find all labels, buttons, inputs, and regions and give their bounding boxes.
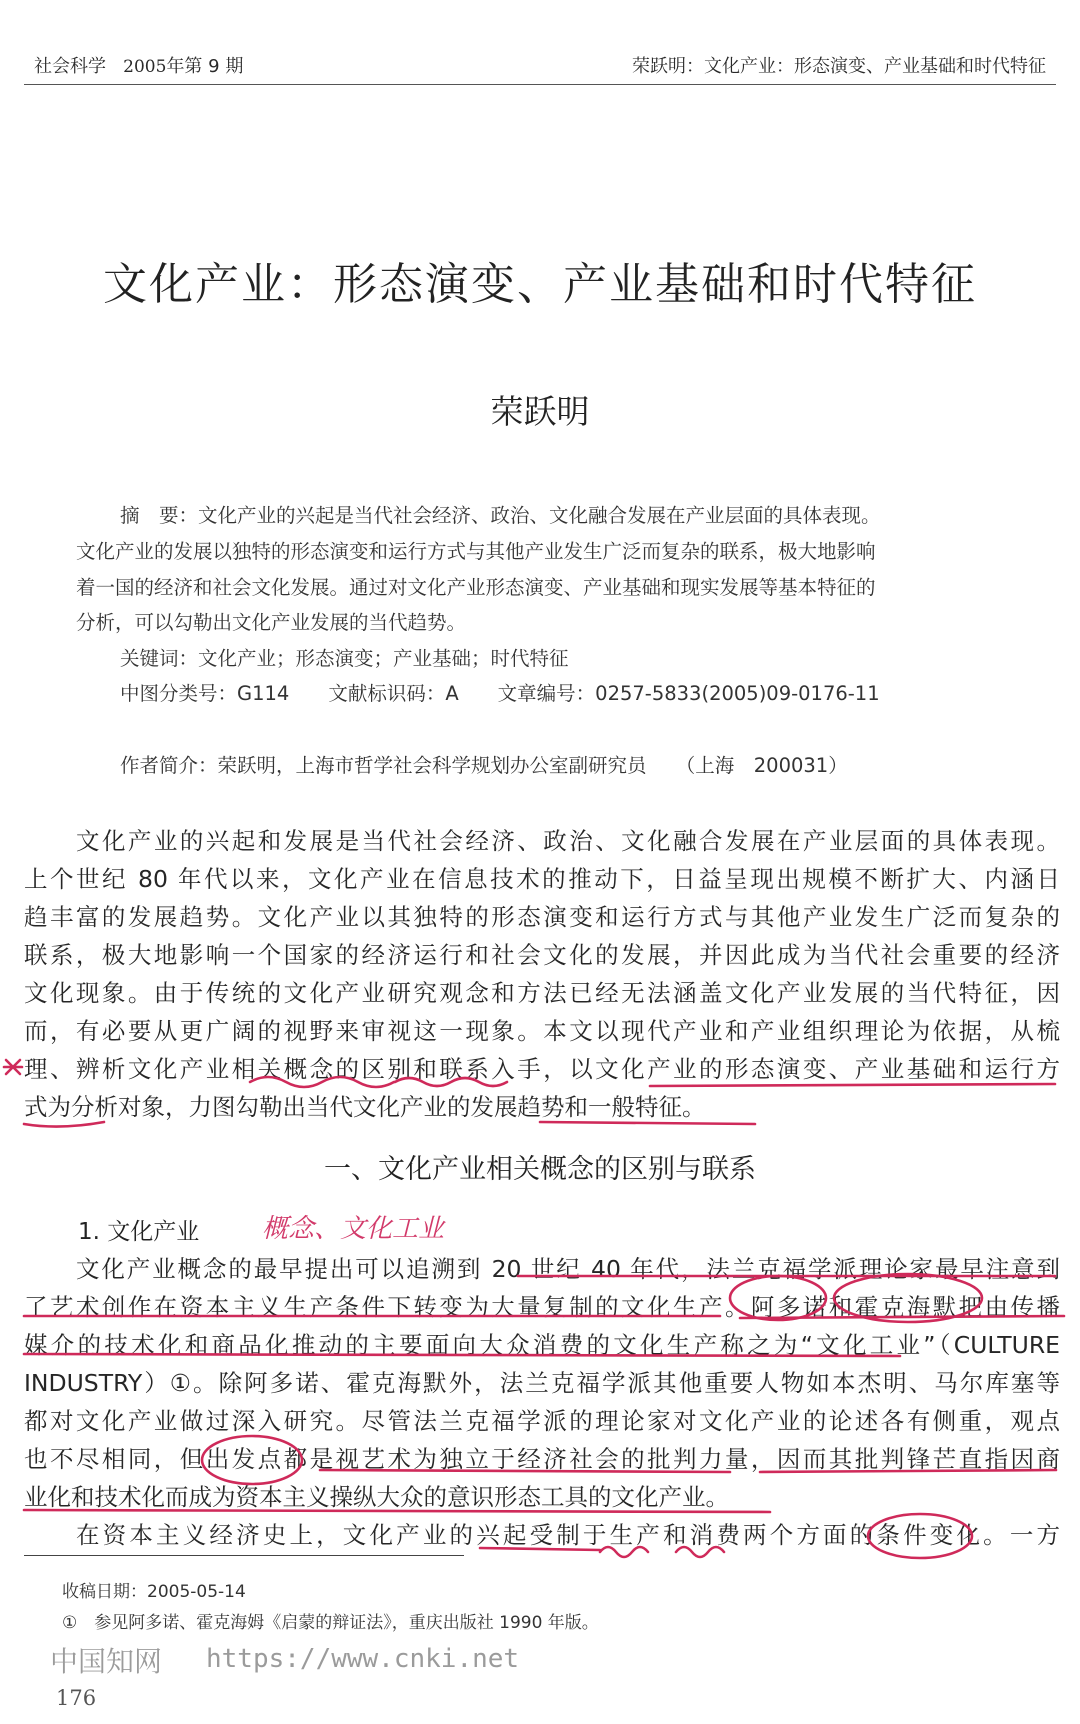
paragraph-line: 而，有必要从更广阔的视野来审视这一现象。本文以现代产业和产业组织理论为依据，从梳 — [24, 1017, 1060, 1045]
keywords: 关键词：文化产业；形态演变；产业基础；时代特征 — [120, 647, 569, 670]
paragraph-line: 都对文化产业做过深入研究。尽管法兰克福学派的理论家对文化产业的论述各有侧重，观点 — [24, 1407, 1060, 1435]
author-info: 作者简介：荣跃明，上海市哲学社会科学规划办公室副研究员 （上海 200031） — [120, 754, 848, 777]
journal-name: 社会科学 — [34, 56, 106, 77]
abstract-line: 着一国的经济和社会文化发展。通过对文化产业形态演变、产业基础和现实发展等基本特征的 — [76, 576, 876, 599]
footnote-1: ① 参见阿多诺、霍克海姆《启蒙的辩证法》，重庆出版社 1990 年版。 — [62, 1613, 599, 1633]
article-title: 文化产业：形态演变、产业基础和时代特征 — [103, 259, 977, 310]
handwritten-note: 概念、文化工业 — [262, 1214, 445, 1244]
abstract-line: 摘 要：文化产业的兴起是当代社会经济、政治、文化融合发展在产业层面的具体表现。 — [120, 504, 881, 527]
paragraph-line: 文化产业概念的最早提出可以追溯到 20 世纪 40 年代，法兰克福学派理论家最早注意到 — [76, 1255, 1060, 1283]
paragraph-line: INDUSTRY）①。除阿多诺、霍克海默外，法兰克福学派其他重要人物如本杰明、马尔库塞等 — [24, 1369, 1060, 1397]
underline-annotation — [540, 1122, 755, 1124]
paragraph-line: 在资本主义经济史上，文化产业的兴起受制于生产和消费两个方面的条件变化。一方 — [76, 1521, 1060, 1549]
footnote-divider — [24, 1555, 464, 1556]
paragraph-line: 了艺术创作在资本主义生产条件下转变为大量复制的文化生产。阿多诺和霍克海默把由传播 — [24, 1293, 1060, 1321]
article-author: 荣跃明 — [490, 392, 590, 431]
running-header-journal — [34, 52, 243, 78]
paragraph-line: 联系，极大地影响一个国家的经济运行和社会文化的发展，并因此成为当代社会重要的经济 — [24, 941, 1060, 969]
abstract-line: 分析，可以勾勒出文化产业发展的当代趋势。 — [76, 611, 467, 634]
paragraph-line: 式为分析对象，力图勾勒出当代文化产业的发展趋势和一般特征。 — [24, 1093, 706, 1121]
section-heading: 一、文化产业相关概念的区别与联系 — [324, 1154, 756, 1185]
running-header-title: 荣跃明：文化产业：形态演变、产业基础和时代特征 — [632, 56, 1046, 77]
paragraph-line: 上个世纪 80 年代以来，文化产业在信息技术的推动下，日益呈现出规模不断扩大、内涵日 — [24, 865, 1060, 893]
abstract-line: 文化产业的发展以独特的形态演变和运行方式与其他产业发生广泛而复杂的联系，极大地影响 — [76, 540, 876, 563]
header-divider — [24, 84, 1056, 85]
cnki-url: https://www.cnki.net — [206, 1644, 520, 1674]
journal-year: 2005 — [123, 57, 167, 77]
paragraph-line: 业化和技术化而成为资本主义操纵大众的意识形态工具的文化产业。 — [24, 1483, 729, 1511]
subsection-heading: 1. 文化产业 — [78, 1219, 200, 1245]
paragraph-line: 趋丰富的发展趋势。文化产业以其独特的形态演变和运行方式与其他产业发生广泛而复杂的 — [24, 903, 1060, 931]
paragraph-line: 文化产业的兴起和发展是当代社会经济、政治、文化融合发展在产业层面的具体表现。 — [76, 827, 1060, 855]
underline-annotation — [24, 1122, 104, 1127]
paragraph-line: 文化现象。由于传统的文化产业研究观念和方法已经无法涵盖文化产业发展的当代特征，因 — [24, 979, 1060, 1007]
paragraph-line: 媒介的技术化和商品化推动的主要面向大众消费的文化生产称之为“文化工业”（CULTURE — [24, 1331, 1060, 1359]
journal-issue: 年第 9 期 — [166, 56, 244, 77]
asterisk-mark — [4, 1060, 22, 1074]
classification-codes: 中图分类号：G114 文献标识码：A 文章编号：0257-5833(2005)09-0176-11 — [120, 682, 880, 705]
page-number: 176 — [56, 1686, 97, 1710]
paragraph-line: 也不尽相同，但出发点都是视艺术为独立于经济社会的批判力量，因而其批判锋芒直指因商 — [24, 1445, 1060, 1473]
paragraph-line: 理、辨析文化产业相关概念的区别和联系入手，以文化产业的形态演变、产业基础和运行方 — [24, 1055, 1060, 1083]
cnki-watermark: 中国知网 — [50, 1645, 163, 1678]
received-date: 收稿日期：2005-05-14 — [62, 1582, 246, 1602]
underline-annotation — [650, 1084, 1055, 1086]
